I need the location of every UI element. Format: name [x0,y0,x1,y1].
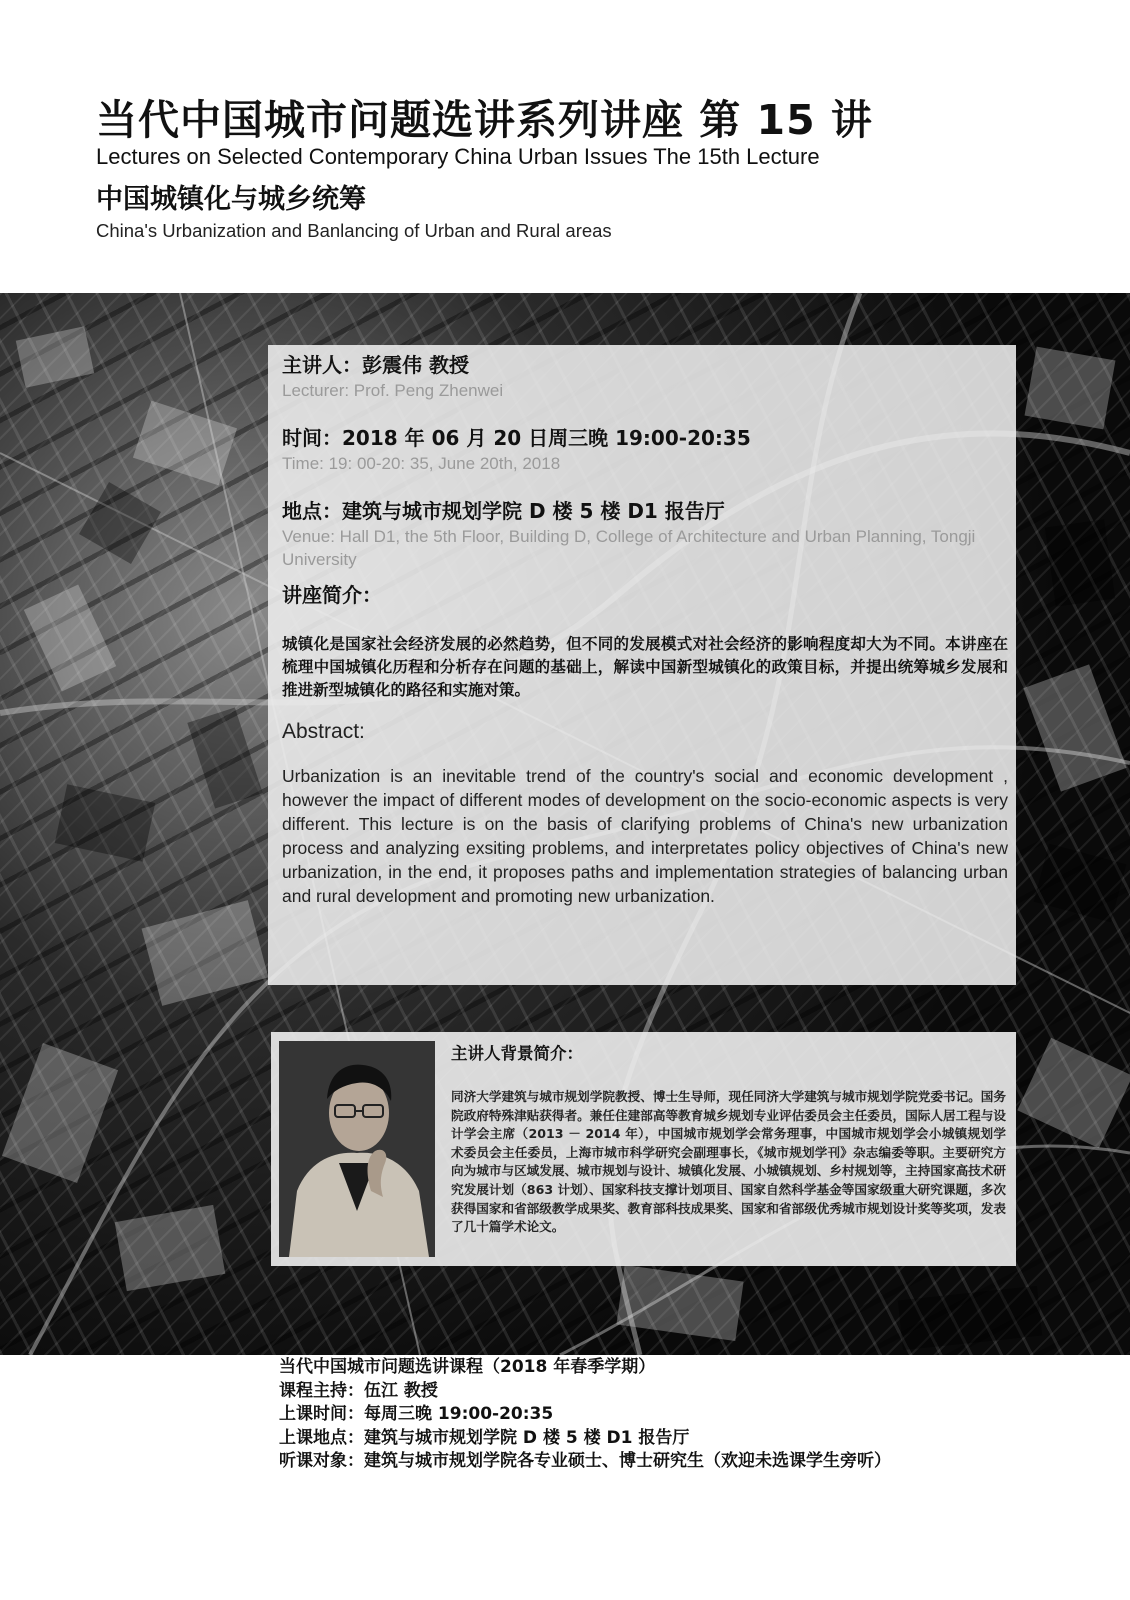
abstract-heading: Abstract: [282,720,365,743]
venue-label: 地点：建筑与城市规划学院 D 楼 5 楼 D1 报告厅 [282,499,725,523]
course-name: 当代中国城市问题选讲课程（2018 年春季学期） [279,1357,656,1377]
intro-paragraph: 城镇化是国家社会经济发展的必然趋势，但不同的发展模式对社会经济的影响程度却大为不同。本讲座在梳理中国城镇化历程和分析存在问题的基础上，解读中国新型城镇化的政策目标，并提出统筹城乡发展和推进新型城镇化的路径和实施对策。 [282,635,1008,699]
lecturer-portrait [279,1041,435,1257]
course-host: 课程主持：伍江 教授 [279,1380,438,1401]
lecturer-label-en: Lecturer: Prof. Peng Zhenwei [282,381,504,400]
lecturer-bio-panel [271,1032,1016,1266]
lecture-series-title-en: Lectures on Selected Contemporary China Urban Issues The 15th Lecture [96,144,820,169]
course-info-footer [279,1356,1059,1474]
intro-heading: 讲座简介： [282,583,382,607]
poster-header [96,92,1076,242]
time-label: 时间：2018 年 06 月 20 日周三晚 19:00-20:35 [282,426,751,450]
lecture-topic-title-en: China's Urbanization and Banlancing of Urban and Rural areas [96,220,612,241]
time-label-en: Time: 19: 00-20: 35, June 20th, 2018 [282,454,561,473]
lecturer-label: 主讲人：彭震伟 教授 [282,353,469,377]
bio-heading: 主讲人背景简介： [451,1044,583,1063]
portrait-illustration [279,1041,435,1257]
lecture-topic-title: 中国城镇化与城乡统筹 [96,184,366,215]
abstract-paragraph: Urbanization is an inevitable trend of the country's social and economic development , however the impact of different modes of development on the socio-economic aspects is very different. This lecture is on the basis of clarifying problems of China's new urbanization process and analyzing exsiting problems, and interpretates policy objectives of China's new urbanization, in the end, it proposes paths and implementation strategies of balancing urban and rural development and promoting new urbanization. [282,766,1008,906]
lecture-series-title: 当代中国城市问题选讲系列讲座 第 15 讲 [96,96,873,144]
venue-label-en: Venue: Hall D1, the 5th Floor, Building D, College of Architecture and Urban Planning, Tongji University [282,527,976,569]
lecture-info-panel [268,345,1016,985]
course-audience: 听课对象：建筑与城市规划学院各专业硕士、博士研究生（欢迎未选课学生旁听） [279,1451,891,1471]
course-place: 上课地点：建筑与城市规划学院 D 楼 5 楼 D1 报告厅 [279,1427,690,1448]
bio-paragraph: 同济大学建筑与城市规划学院教授、博士生导师，现任同济大学建筑与城市规划学院党委书记。国务院政府特殊津贴获得者。兼任住建部高等教育城乡规划专业评估委员会主任委员，国际人居工程与设计学会主席（2013 － 2014 年），中国城市规划学会常务理事，中国城市规划学会小城镇规划学术委员会主任委员，上海市城市科学研究会副理事长，《城市规划学刊》杂志编委等职。主要研究方向为城市与区域发展、城市规划与设计、城镇化发展、小城镇规划、乡村规划等，主持国家高技术研究发展计划（863 计划）、国家科技支撑计划项目、国家自然科学基金等国家级重大研究课题，多次获得国家和省部级教学成果奖、教育部科技成果奖、国家和省部级优秀城市规划设计奖等奖项，发表了几十篇学术论文。 [451,1089,1006,1235]
course-time: 上课时间：每周三晚 19:00-20:35 [279,1404,554,1424]
